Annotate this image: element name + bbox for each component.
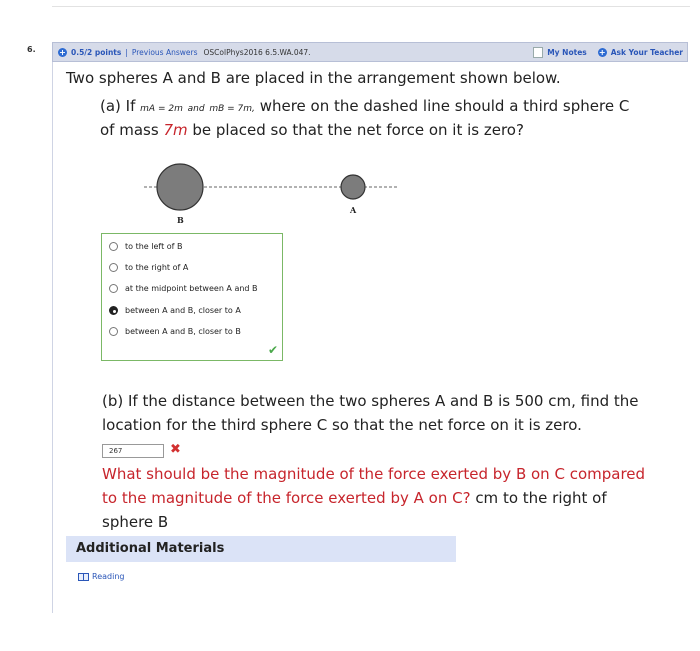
part-a-rest: where on the dashed line should a third sphere C: [259, 97, 630, 115]
and-word: and: [187, 104, 205, 114]
question-number: 6.: [27, 45, 36, 54]
choice-closer-to-a[interactable]: [109, 306, 241, 315]
my-notes-link[interactable]: My Notes: [547, 47, 587, 57]
part-a-line2-suffix: be placed so that the net force on it is zero?: [192, 121, 524, 139]
notes-icon[interactable]: [533, 47, 543, 58]
radio-button[interactable]: [109, 284, 118, 293]
part-a-line2: [100, 121, 524, 139]
ask-teacher-link[interactable]: Ask Your Teacher: [610, 47, 683, 57]
question-statement: Two spheres A and B are placed in the arrangement shown below.: [66, 69, 561, 87]
header-separator: |: [125, 47, 128, 57]
radio-button[interactable]: [109, 327, 118, 336]
hint-line3: sphere B: [102, 513, 169, 531]
choice-label: to the right of A: [125, 263, 189, 272]
question-header: [52, 42, 688, 62]
expand-plus-icon[interactable]: +: [59, 47, 66, 57]
choice-right-of-a[interactable]: [109, 263, 188, 272]
label-a: A: [350, 205, 357, 215]
radio-button[interactable]: [109, 263, 118, 272]
part-a-prefix: (a) If: [100, 97, 136, 115]
incorrect-x-icon: ✖: [170, 442, 181, 457]
points-label: 0.5/2 points: [71, 47, 122, 57]
part-a-line2-prefix: of mass: [100, 121, 159, 139]
ask-plus-icon[interactable]: +: [598, 47, 606, 57]
mass-b: mB = 7m,: [209, 104, 255, 114]
part-a-line1: [100, 97, 629, 115]
answer-input[interactable]: 267: [102, 444, 164, 458]
label-b: B: [177, 215, 184, 225]
choice-label: at the midpoint between A and B: [125, 284, 258, 293]
hint-line2-units: cm to the right of: [475, 489, 607, 507]
choice-label: between A and B, closer to B: [125, 327, 241, 336]
previous-answers-link[interactable]: Previous Answers: [131, 47, 198, 57]
choice-label: between A and B, closer to A: [125, 306, 241, 315]
choice-left-of-b[interactable]: [109, 242, 183, 251]
hint-line2-red: to the magnitude of the force exerted by A on C?: [102, 489, 471, 507]
choice-midpoint[interactable]: [109, 284, 258, 293]
question-left-rule: [52, 62, 53, 613]
top-divider: [52, 6, 690, 7]
additional-materials-bar: Additional Materials: [66, 536, 456, 562]
reading-link[interactable]: [78, 572, 124, 581]
correct-check-icon: ✔: [267, 343, 278, 357]
sphere-a: [341, 175, 365, 199]
hint-line2: [102, 489, 607, 507]
reading-label[interactable]: Reading: [92, 572, 125, 581]
hint-line1: What should be the magnitude of the force exerted by B on C compared: [102, 465, 646, 483]
radio-button[interactable]: [109, 242, 118, 251]
choice-closer-to-b[interactable]: [109, 327, 241, 336]
question-code: OSColPhys2016 6.5.WA.047.: [203, 47, 311, 57]
sphere-b: [157, 164, 203, 210]
spheres-diagram: [140, 160, 410, 230]
book-icon: [78, 573, 89, 581]
mass-c: 7m: [163, 121, 188, 139]
choices-box: [101, 233, 283, 361]
radio-button-selected[interactable]: [109, 306, 118, 315]
mass-a: mA = 2m: [140, 104, 183, 114]
part-b-line2: location for the third sphere C so that the net force on it is zero.: [102, 416, 582, 434]
part-b-line1: (b) If the distance between the two spheres A and B is 500 cm, find the: [102, 392, 639, 410]
choice-label: to the left of B: [125, 242, 183, 251]
